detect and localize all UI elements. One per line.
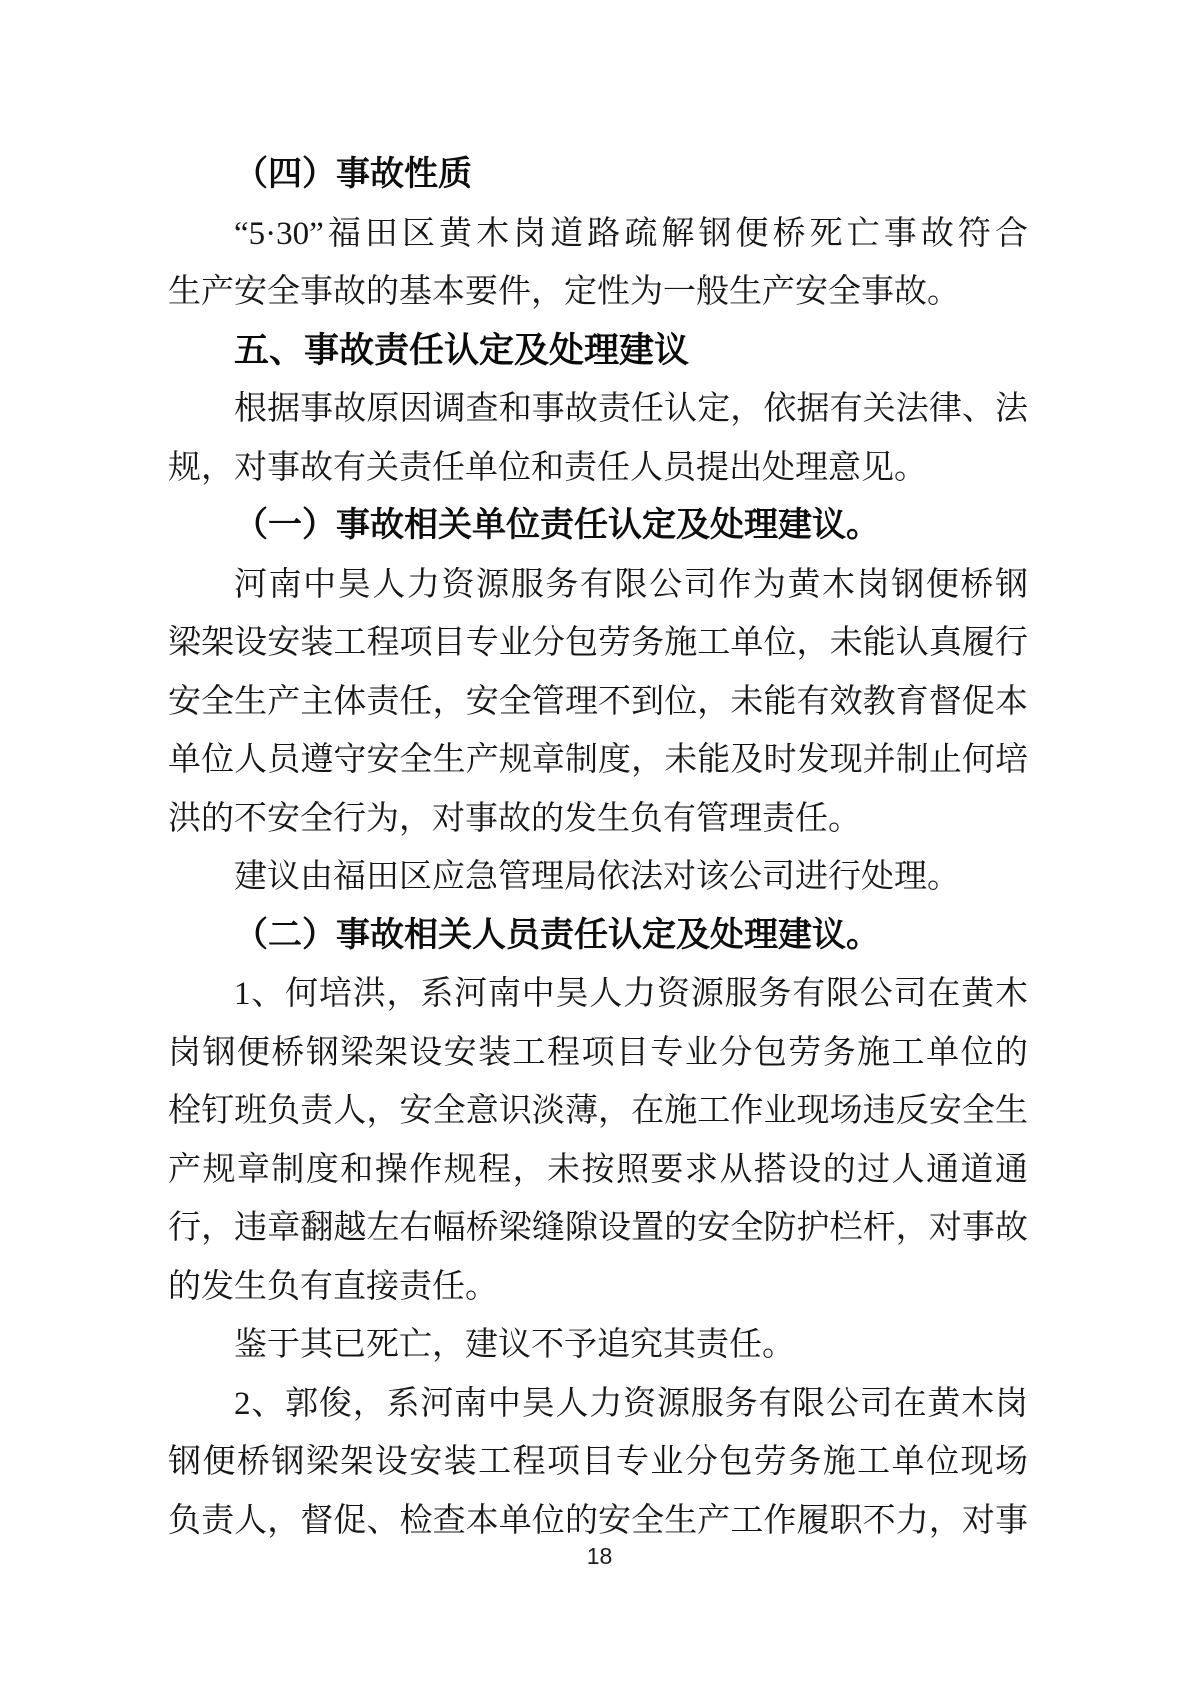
- paragraph-line: 产规章制度和操作规程，未按照要求从搭设的过人通道通: [168, 1151, 1028, 1188]
- heading-unit-responsibility: （一）事故相关单位责任认定及处理建议。: [234, 507, 880, 544]
- paragraph-line: 生产安全事故的基本要件，定性为一般生产安全事故。: [168, 274, 960, 310]
- paragraph-line: 2、郭俊，系河南中昊人力资源服务有限公司在黄木岗: [234, 1385, 1028, 1422]
- paragraph-line: 栓钉班负责人，安全意识淡薄，在施工作业现场违反安全生: [168, 1093, 1028, 1129]
- paragraph-line: 1、何培洪，系河南中昊人力资源服务有限公司在黄木: [234, 976, 1028, 1012]
- paragraph-line: 负责人，督促、检查本单位的安全生产工作履职不力，对事: [168, 1502, 1028, 1539]
- paragraph-line: 规，对事故有关责任单位和责任人员提出处理意见。: [168, 449, 927, 486]
- paragraph-line: 钢便桥钢梁架设安装工程项目专业分包劳务施工单位现场: [168, 1444, 1028, 1480]
- paragraph-line: 建议由福田区应急管理局依法对该公司进行处理。: [234, 859, 960, 895]
- paragraph-line: 行，违章翻越左右幅桥梁缝隙设置的安全防护栏杆，对事故: [168, 1210, 1028, 1246]
- paragraph-line: 单位人员遵守安全生产规章制度，未能及时发现并制止何培: [168, 742, 1028, 778]
- paragraph-line: “5·30”福田区黄木岗道路疏解钢便桥死亡事故符合: [234, 215, 1028, 252]
- paragraph-line: 根据事故原因调查和事故责任认定，依据有关法律、法: [234, 391, 1028, 427]
- paragraph-line: 的发生负有直接责任。: [168, 1268, 498, 1305]
- paragraph-line: 安全生产主体责任，安全管理不到位，未能有效教育督促本: [168, 683, 1028, 720]
- page-number: 18: [586, 1543, 613, 1569]
- paragraph-line: 洪的不安全行为，对事故的发生负有管理责任。: [168, 800, 861, 837]
- paragraph-line: 河南中昊人力资源服务有限公司作为黄木岗钢便桥钢: [234, 566, 1028, 603]
- heading-accident-nature: （四）事故性质: [234, 156, 472, 193]
- paragraph-line: 岗钢便桥钢梁架设安装工程项目专业分包劳务施工单位的: [168, 1034, 1028, 1071]
- paragraph-line: 鉴于其已死亡，建议不予追究其责任。: [234, 1327, 795, 1363]
- heading-section-5: 五、事故责任认定及处理建议: [234, 330, 690, 370]
- paragraph-line: 梁架设安装工程项目专业分包劳务施工单位，未能认真履行: [168, 625, 1028, 661]
- heading-personnel-responsibility: （二）事故相关人员责任认定及处理建议。: [234, 916, 880, 954]
- document-body: [168, 146, 1028, 1550]
